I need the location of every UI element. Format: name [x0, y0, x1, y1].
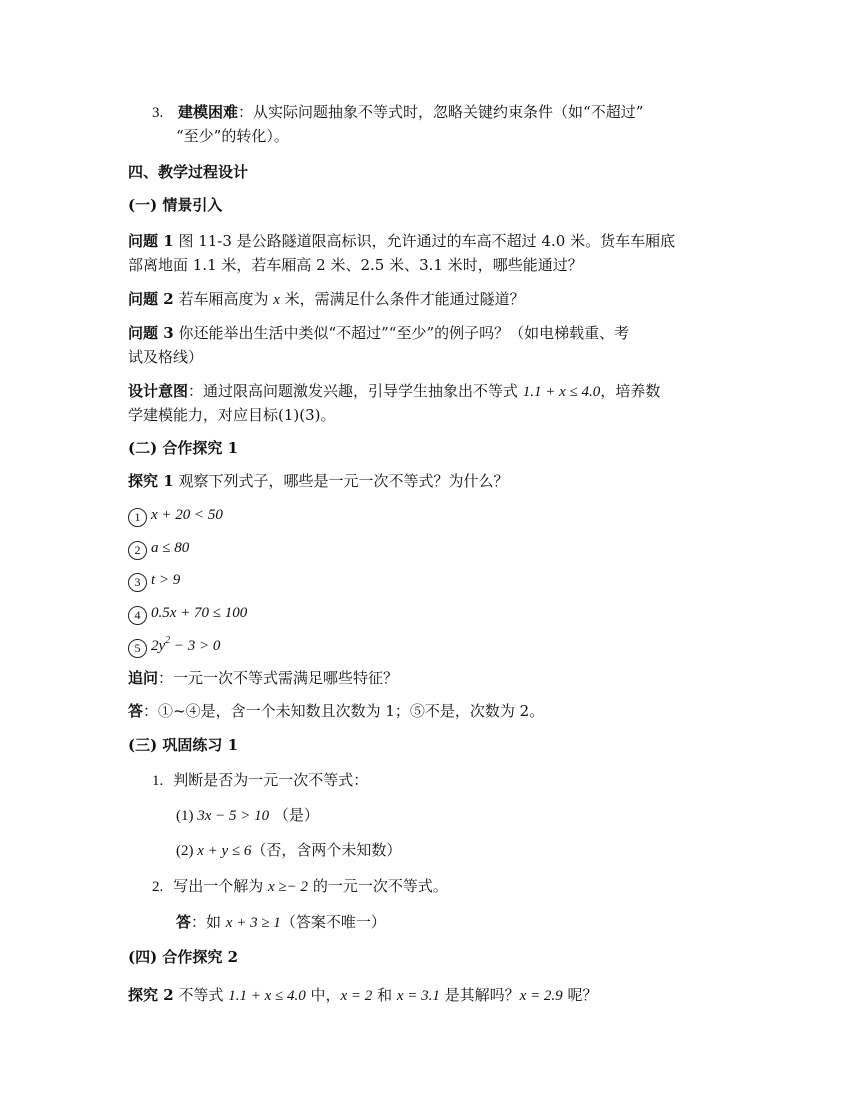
list-label: 建模困难 — [178, 103, 239, 121]
circled-number: 4 — [128, 606, 147, 625]
question-3-cont: 试及格线） — [128, 348, 204, 366]
math-expression: 1.1 + x ≤ 4.0 — [228, 988, 306, 1004]
question-text: 米，需满足什么条件才能通过隧道？ — [279, 290, 525, 308]
math-expression: x = 2.9 — [519, 988, 563, 1004]
math-expression: x = 2 — [340, 988, 373, 1004]
exercise-2: 2. 写出一个解为 x ≥− 2 的一元一次不等式。 — [152, 877, 448, 895]
list-item-3 — [152, 100, 752, 125]
math-expression: 3x − 5 > 10 — [197, 808, 270, 824]
subsection-title-1: (一) 情景引入 — [128, 196, 223, 214]
explore-text: 观察下列式子，哪些是一元一次不等式？为什么？ — [173, 472, 509, 490]
expr-item-3 — [128, 567, 728, 592]
question-text: 若车厢高度为 — [173, 290, 274, 308]
question-2 — [128, 287, 728, 312]
expr-item-2 — [128, 535, 728, 560]
follow-up-text: ：一元一次不等式需满足哪些特征？ — [158, 669, 399, 687]
math-expression: x + y ≤ 6 — [197, 843, 252, 859]
math-expression: a ≤ 80 — [151, 540, 190, 556]
explore-label: 探究 2 — [128, 986, 174, 1004]
question-label: 问题 2 — [128, 290, 174, 308]
question-label: 问题 3 — [128, 324, 174, 342]
question-label: 问题 1 — [128, 232, 174, 250]
explore-label: 探究 1 — [128, 472, 174, 490]
math-expression: x + 20 < 50 — [151, 507, 223, 523]
expr-item-1 — [128, 502, 728, 527]
circled-number: 1 — [128, 508, 147, 527]
explore-2: 探究 2 不等式 1.1 + x ≤ 4.0 中，x = 2 和 x = 3.1 是其解吗？x = 2.9 呢？ — [128, 986, 598, 1004]
expr-item-5 — [128, 633, 728, 658]
math-expression: $2y^2 - 3 > 0$ — [151, 635, 221, 654]
answer-label: 答 — [128, 702, 144, 720]
list-item-3-cont: “至少”的转化）。 — [176, 127, 289, 145]
design-intent-cont: 学建模能力，对应目标(1)(3)。 — [128, 406, 336, 424]
answer-text: ：①~④是，含一个未知数且次数为 1；⑤不是，次数为 2。 — [143, 702, 545, 720]
expr-item-4 — [128, 600, 728, 625]
exercise-text: 判断是否为一元一次不等式： — [173, 771, 369, 789]
question-text: 图 11-3 是公路隧道限高标识，允许通过的车高不超过 4.0 米。货车车厢底 — [173, 232, 676, 250]
math-expression: x + 3 ≥ 1 — [225, 915, 281, 931]
math-formula: 1.1 + x ≤ 4.0 — [522, 384, 601, 400]
math-expression: x ≥− 2 — [268, 879, 309, 895]
circled-number: 3 — [128, 573, 147, 592]
math-expression: t > 9 — [151, 572, 181, 588]
exercise-1-a: (1) 3x − 5 > 10 （是） — [176, 806, 319, 824]
list-number: 2. — [152, 879, 164, 895]
intent-text: ：通过限高问题激发兴趣，引导学生抽象出不等式 — [188, 382, 523, 400]
exercise-1-b: (2) x + y ≤ 6（否，含两个未知数） — [176, 841, 402, 859]
intent-label: 设计意图 — [128, 382, 189, 400]
intent-text: ，培养数 — [600, 382, 661, 400]
explore-1 — [128, 469, 728, 493]
circled-number: 5 — [128, 639, 147, 658]
question-1 — [128, 229, 728, 253]
section-title: 四、教学过程设计 — [128, 163, 249, 181]
circled-number: 2 — [128, 541, 147, 560]
list-number: 3. — [152, 105, 164, 121]
exercise-1 — [152, 768, 752, 793]
subsection-title-4: (四) 合作探究 2 — [128, 948, 239, 966]
answer-label: 答 — [176, 913, 192, 931]
answer — [128, 699, 728, 723]
list-number: 1. — [152, 773, 164, 789]
subsection-title-2: (二) 合作探究 1 — [128, 439, 239, 457]
question-3 — [128, 321, 728, 345]
math-var: x — [273, 292, 280, 308]
design-intent — [128, 379, 728, 404]
list-text: ：从实际问题抽象不等式时，忽略关键约束条件（如“不超过” — [238, 103, 644, 121]
question-1-cont: 部离地面 1.1 米，若车厢高 2 米、2.5 米、3.1 米时，哪些能通过？ — [128, 256, 583, 274]
subsection-title-3: (三) 巩固练习 1 — [128, 736, 239, 754]
math-expression: 0.5x + 70 ≤ 100 — [151, 605, 248, 621]
exercise-2-answer: 答：如 x + 3 ≥ 1（答案不唯一） — [176, 913, 386, 931]
math-expression: x = 3.1 — [396, 988, 440, 1004]
follow-up-label: 追问 — [128, 669, 159, 687]
follow-up-question — [128, 666, 728, 690]
question-text: 你还能举出生活中类似“不超过”“至少”的例子吗？（如电梯载重、考 — [173, 324, 630, 342]
